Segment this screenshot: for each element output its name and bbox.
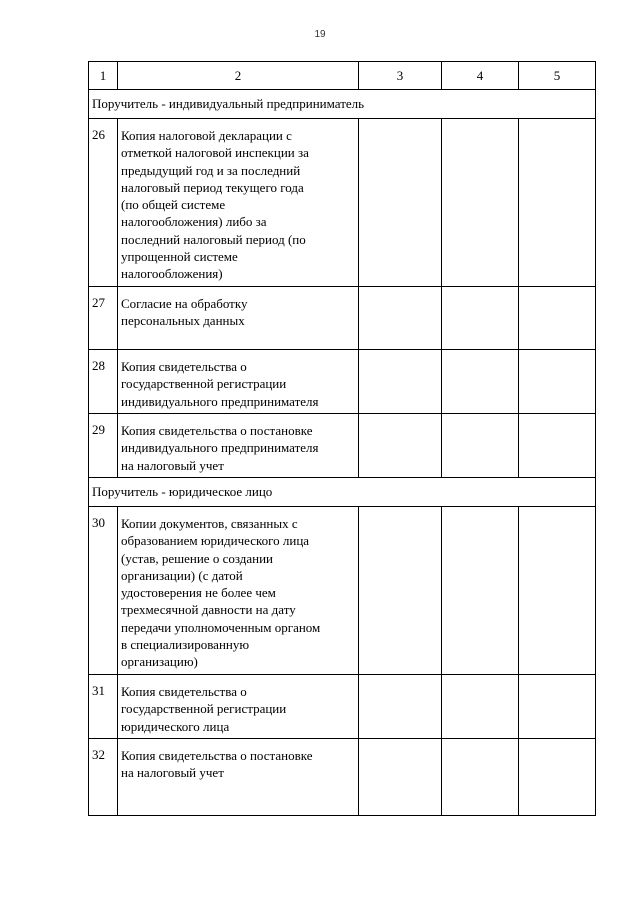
row-number: 28 xyxy=(89,350,118,414)
empty-cell xyxy=(442,414,519,478)
row-number: 30 xyxy=(89,507,118,675)
table-header-row xyxy=(89,62,596,90)
table-row xyxy=(89,507,596,675)
row-number: 31 xyxy=(89,675,118,739)
column-header: 2 xyxy=(118,62,359,90)
empty-cell xyxy=(519,287,596,350)
table-row xyxy=(89,675,596,739)
table-row xyxy=(89,350,596,414)
row-number: 29 xyxy=(89,414,118,478)
empty-cell xyxy=(442,675,519,739)
empty-cell xyxy=(519,414,596,478)
row-description: Копия налоговой декларации с отметкой налоговой инспекции за предыдущий год и за последний налоговый период текущего года (по общей системе налогообложения) либо за последний налоговый период (по упрощенной системе налогообложения) xyxy=(118,119,359,287)
row-description: Копия свидетельства о постановке на налоговый учет xyxy=(118,739,359,816)
empty-cell xyxy=(359,739,442,816)
table-row xyxy=(89,414,596,478)
empty-cell xyxy=(359,675,442,739)
empty-cell xyxy=(359,287,442,350)
section-heading: Поручитель - индивидуальный предприниматель xyxy=(89,90,596,119)
section-heading: Поручитель - юридическое лицо xyxy=(89,478,596,507)
empty-cell xyxy=(359,119,442,287)
empty-cell xyxy=(359,414,442,478)
row-description: Копия свидетельства о государственной регистрации юридического лица xyxy=(118,675,359,739)
section-row-legal-entity xyxy=(89,478,596,507)
empty-cell xyxy=(359,350,442,414)
empty-cell xyxy=(442,119,519,287)
row-description: Копия свидетельства о государственной регистрации индивидуального предпринимателя xyxy=(118,350,359,414)
column-header: 5 xyxy=(519,62,596,90)
section-row-ip xyxy=(89,90,596,119)
table-row xyxy=(89,287,596,350)
empty-cell xyxy=(442,350,519,414)
row-number: 26 xyxy=(89,119,118,287)
table-row xyxy=(89,739,596,816)
row-description: Копия свидетельства о постановке индивидуального предпринимателя на налоговый учет xyxy=(118,414,359,478)
column-header: 3 xyxy=(359,62,442,90)
row-description: Копии документов, связанных с образованием юридического лица (устав, решение о создании организации) (с датой удостоверения не более чем трехмесячной давности на дату передачи уполномоченным органом в специализированную организацию) xyxy=(118,507,359,675)
empty-cell xyxy=(442,507,519,675)
empty-cell xyxy=(442,287,519,350)
empty-cell xyxy=(519,675,596,739)
row-description: Согласие на обработку персональных данных xyxy=(118,287,359,350)
column-header: 4 xyxy=(442,62,519,90)
empty-cell xyxy=(519,119,596,287)
documents-table xyxy=(88,61,596,816)
row-number: 32 xyxy=(89,739,118,816)
row-number: 27 xyxy=(89,287,118,350)
empty-cell xyxy=(519,350,596,414)
empty-cell xyxy=(442,739,519,816)
table-row xyxy=(89,119,596,287)
empty-cell xyxy=(359,507,442,675)
column-header: 1 xyxy=(89,62,118,90)
page-number: 19 xyxy=(314,29,326,40)
empty-cell xyxy=(519,739,596,816)
empty-cell xyxy=(519,507,596,675)
